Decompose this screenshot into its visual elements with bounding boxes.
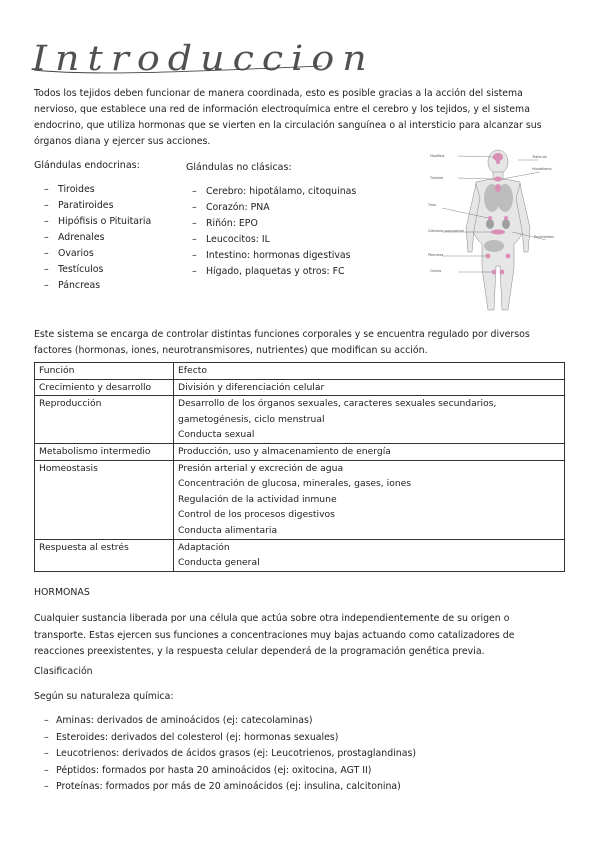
list-item [44,278,151,294]
title-text: Introduccion [32,38,375,79]
list-item-text: Leucocitos: IL [206,234,270,245]
bullet-dash: – [44,764,49,776]
endocrine-body-figure [428,148,556,313]
figure-label: Timo [428,203,437,207]
bullet-dash: – [44,748,49,759]
bullet-dash: – [44,248,49,259]
system-paragraph: Este sistema se encarga de controlar distintas funciones corporales y se encuentra regulado por diversos factores (hormonas, iones, neurotransmisores, nutrientes) que modifican su acción. [34,329,530,356]
list-item [192,248,356,264]
list-item-text: Tiroides [58,184,95,195]
list-item [192,264,356,280]
list-item-text: Aminas: derivados de aminoácidos (ej: catecolaminas) [56,715,313,726]
effect-line: Conducta general [178,557,260,569]
intro-paragraph: Todos los tejidos deben funcionar de manera coordinada, esto es posible gracias a la acción del sistema nervioso, que establece una red de información electroquímica entre el cerebro y los tejidos, y el sistema endocrino, que utiliza hormonas que se vierten en la circulación sanguínea o al intersticio para alcanzar sus órganos diana y ejercer sus acciones. [34,88,542,147]
header-function: Función [35,363,174,380]
list-item-text: Riñón: EPO [206,218,258,229]
bullet-dash: – [192,266,197,277]
hormone-definition-paragraph: Cualquier sustancia liberada por una célula que actúa sobre otra independientemente de su origen o transporte. Estas ejercen sus funciones a concentraciones muy bajas actuando como catalizadores de reacciones preexistentes, y la respuesta celular dependerá de la programación genética previa. [34,613,515,657]
function-cell: Homeostasis [35,460,174,539]
effect-cell [174,396,565,444]
effect-line: Desarrollo de los órganos sexuales, caracteres sexuales secundarios, [178,398,497,410]
effect-cell [174,443,565,460]
effect-cell [174,379,565,396]
bullet-dash: – [44,264,49,275]
bullet-dash: – [192,218,197,229]
figure-label: Hipófisis [430,154,445,158]
list-item-text: Hipófisis o Pituitaria [58,216,152,227]
list-item [44,746,416,763]
effect-line: Control de los procesos digestivos [178,509,335,521]
bullet-dash: – [44,731,49,743]
chemical-nature-subheading: Según su naturaleza química: [34,691,174,702]
nonclassic-glands-list [192,184,356,280]
bullet-dash: – [44,781,49,792]
bullet-dash: – [192,234,197,245]
table-header-row [35,363,565,380]
effect-line: Presión arterial y excreción de agua [178,462,344,474]
list-item-text: Intestino: hormonas digestivas [206,250,351,261]
title-underline [30,36,330,84]
effect-line: División y diferenciación celular [178,381,325,393]
function-cell: Respuesta al estrés [35,539,174,571]
bullet-dash: – [44,280,49,291]
list-item [44,246,151,262]
figure-label: Páncreas [428,253,444,257]
bullet-dash: – [44,232,49,243]
effect-line: Concentración de glucosa, minerales, gases, iones [178,478,412,490]
list-item-text: Hígado, plaquetas y otros: FC [206,266,345,277]
bullet-dash: – [192,250,197,261]
list-item [192,216,356,232]
bullet-dash: – [44,200,49,211]
list-item-text: Péptidos: formados por hasta 20 aminoácidos (ej: oxitocina, AGT II) [56,764,372,776]
figure-label: Hipotálamo [532,167,552,171]
bullet-dash: – [44,715,49,726]
list-item [44,730,416,747]
list-item [44,763,416,780]
function-cell: Metabolismo intermedio [35,443,174,460]
page-title [30,36,375,84]
effect-cell [174,539,565,571]
bullet-dash: – [192,202,197,213]
list-item-text: Ovarios [58,248,94,259]
function-effect-table [34,362,565,572]
list-item-text: Paratiroides [58,200,114,211]
endocrine-glands-list [44,182,151,294]
bullet-dash: – [44,216,49,227]
bullet-dash: – [44,184,49,195]
list-item-text: Cerebro: hipotálamo, citoquinas [206,186,357,197]
list-item [192,184,356,200]
effect-line: Conducta sexual [178,429,255,441]
list-item [44,262,151,278]
list-item [44,230,151,246]
list-item-text: Testículos [58,264,104,275]
hormone-types-list [44,713,416,796]
endocrine-glands-title: Glándulas endocrinas: [34,160,140,171]
list-item [44,198,151,214]
list-item-text: Corazón: PNA [206,202,270,213]
effect-line: Conducta alimentaria [178,524,278,536]
list-item [44,182,151,198]
figure-label: Ovario [430,269,442,273]
table-row [35,396,565,444]
effect-line: Producción, uso y almacenamiento de energía [178,445,391,457]
table-row [35,539,565,571]
classification-heading: Clasificación [34,666,93,677]
effect-line: gametogénesis, ciclo menstrual [178,413,325,425]
list-item [44,214,151,230]
bullet-dash: – [192,186,197,197]
table-row [35,379,565,396]
list-item [192,200,356,216]
list-item-text: Esteroides: derivados del colesterol (ej: hormonas sexuales) [56,731,339,743]
header-effect: Efecto [174,363,565,380]
figure-label: Tiroides [430,176,444,180]
function-cell: Crecimiento y desarrollo [35,379,174,396]
function-cell: Reproducción [35,396,174,444]
effect-cell [174,460,565,539]
figure-label: Paratiroides [534,235,555,239]
list-item [192,232,356,248]
table-row [35,443,565,460]
list-item-text: Proteínas: formados por más de 20 aminoácidos (ej: insulina, calcitonina) [56,781,401,792]
figure-label: Glándula suprarrenal [428,229,464,233]
figure-label: Testículo [532,155,547,159]
list-item [44,713,416,730]
effect-line: Adaptación [178,541,230,553]
list-item-text: Páncreas [58,280,101,291]
effect-line: Regulación de la actividad inmune [178,493,337,505]
hormonas-heading: HORMONAS [34,587,90,598]
table-row [35,460,565,539]
list-item-text: Leucotrienos: derivados de ácidos grasos (ej: Leucotrienos, prostaglandinas) [56,748,416,759]
list-item-text: Adrenales [58,232,105,243]
nonclassic-glands-title: Glándulas no clásicas: [186,162,292,173]
list-item [44,779,416,796]
